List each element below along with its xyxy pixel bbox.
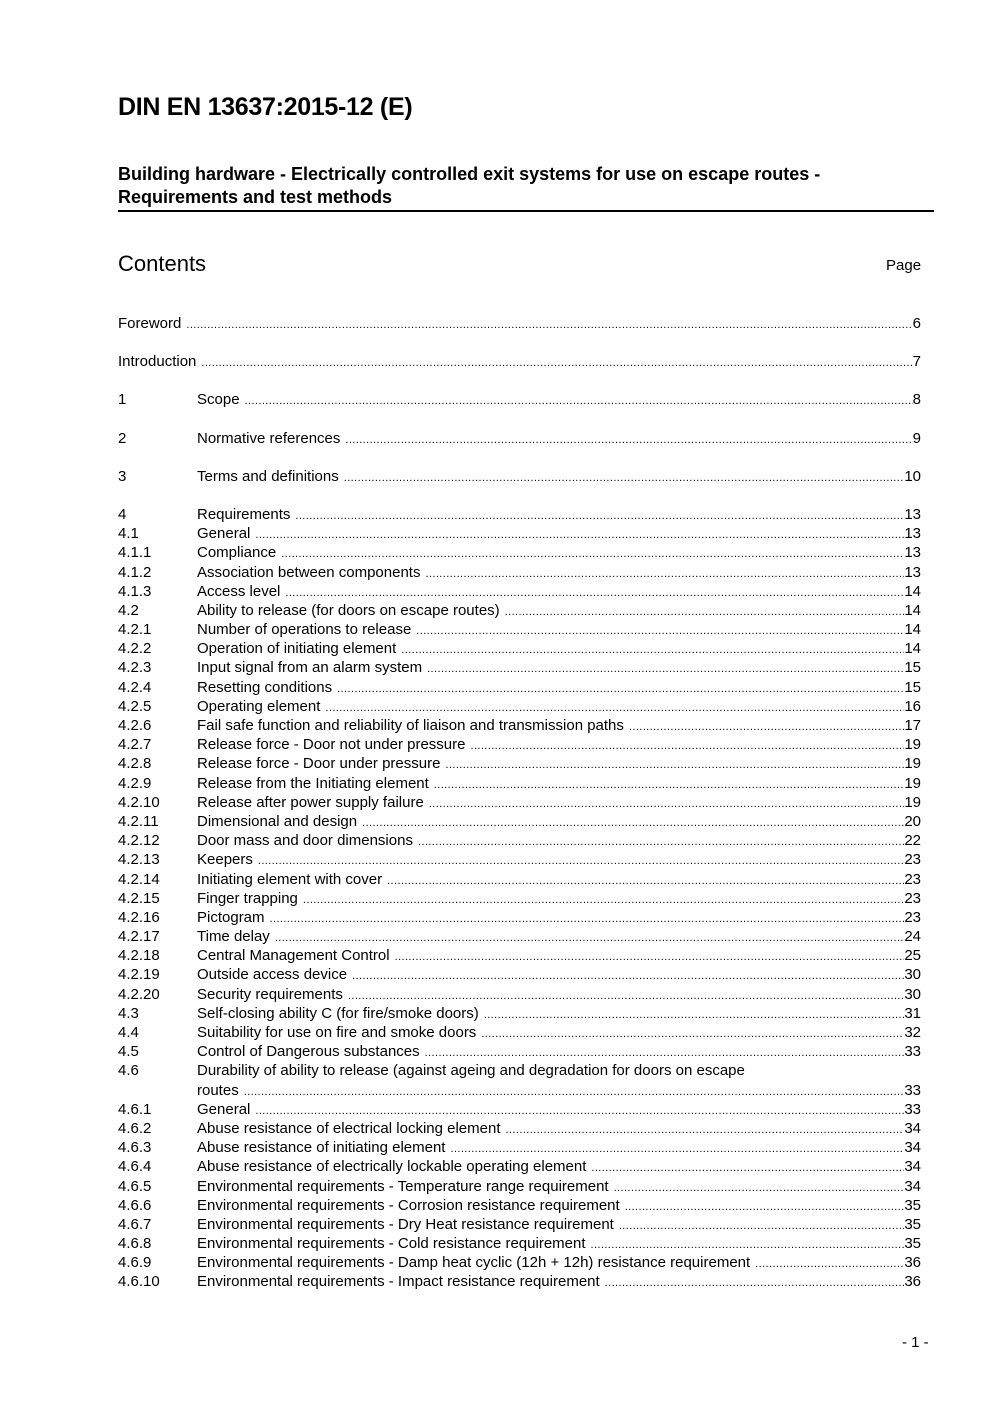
toc-entry-row: [197, 429, 921, 450]
toc-entry-page: 15: [904, 659, 921, 677]
toc-entry-row: [197, 543, 921, 564]
toc-entry-page: 34: [904, 1177, 921, 1195]
toc-entry[interactable]: [118, 965, 921, 984]
toc-entry-row: [197, 1196, 921, 1217]
toc-entry-page: 36: [904, 1254, 921, 1272]
toc-entry[interactable]: [118, 352, 921, 371]
toc-entry[interactable]: [118, 524, 921, 543]
toc-entry-title: Abuse resistance of initiating element: [197, 1139, 446, 1157]
toc-entry-page: 22: [904, 832, 921, 850]
toc-entry-page: 14: [904, 582, 921, 600]
toc-entry-page: 20: [904, 812, 921, 830]
table-of-contents: [118, 314, 921, 1292]
toc-entry-page: 19: [904, 736, 921, 754]
toc-entry[interactable]: [118, 908, 921, 927]
toc-entry-page: 8: [912, 391, 921, 409]
toc-entry-row: [197, 467, 921, 488]
toc-entry-page: 6: [912, 315, 921, 332]
toc-entry-row: [118, 352, 921, 373]
toc-entry-number: 4: [118, 505, 127, 523]
toc-entry-row: [197, 965, 921, 986]
toc-entry-number: 4.2.15: [118, 889, 160, 907]
toc-entry-row: [197, 1042, 921, 1063]
toc-entry-row: [197, 1138, 921, 1159]
dot-leader: [186, 316, 912, 335]
document-title: DIN EN 13637:2015-12 (E): [118, 93, 413, 121]
toc-entry-row: [197, 1234, 921, 1255]
toc-entry-title: Fail safe function and reliability of liaison and transmission paths: [197, 717, 624, 734]
toc-entry[interactable]: [118, 678, 921, 697]
toc-entry[interactable]: [118, 716, 921, 735]
toc-entry[interactable]: [118, 639, 921, 658]
toc-entry-page: 34: [904, 1158, 921, 1176]
toc-entry-number: 4.2.14: [118, 870, 160, 888]
contents-heading: Contents: [118, 251, 207, 276]
toc-entry-number: 4.2.9: [118, 774, 152, 792]
toc-entry-number: 4.2.4: [118, 678, 152, 696]
dot-leader: [245, 392, 913, 411]
toc-entry-number: 4.6.3: [118, 1139, 152, 1157]
toc-entry-page: 32: [904, 1024, 921, 1041]
toc-entry-page: 34: [904, 1139, 921, 1157]
toc-entry-page: 23: [904, 870, 921, 888]
document-subtitle: Building hardware - Electrically controlled exit systems for use on escape routes - Requirements and test methods: [118, 164, 821, 207]
toc-entry-page: 13: [904, 544, 921, 562]
toc-entry-title: Abuse resistance of electrically lockable operating element: [197, 1158, 587, 1176]
toc-entry-row: [197, 620, 921, 641]
toc-entry[interactable]: [118, 927, 921, 946]
toc-entry-title: Finger trapping: [197, 889, 298, 907]
toc-entry-row: [197, 505, 921, 526]
toc-entry-row: [197, 582, 921, 603]
toc-entry-page: 34: [904, 1119, 921, 1137]
toc-entry-title: General: [197, 1100, 251, 1118]
toc-entry-row: [197, 1253, 921, 1274]
toc-entry[interactable]: [118, 620, 921, 639]
toc-entry-page: 13: [904, 525, 921, 543]
toc-entry-number: 4.6.8: [118, 1235, 152, 1253]
toc-entry-row: [197, 716, 921, 737]
toc-entry[interactable]: [118, 812, 921, 831]
toc-entry-title: Security requirements: [197, 985, 343, 1003]
toc-entry-page: 33: [904, 1081, 921, 1099]
toc-entry-title: Introduction: [118, 353, 197, 371]
toc-entry-row: [197, 1119, 921, 1140]
toc-entry-number: 4.1.3: [118, 582, 152, 600]
toc-entry-number: 4.6.6: [118, 1196, 152, 1214]
toc-entry-title: Release force - Door not under pressure: [197, 736, 466, 754]
toc-entry-number: 4.1.1: [118, 544, 152, 562]
toc-entry[interactable]: [118, 1196, 921, 1215]
toc-entry-page: 15: [904, 678, 921, 696]
toc-entry-title: Dimensional and design: [197, 812, 358, 830]
toc-entry-title: Self-closing ability C (for fire/smoke doors): [197, 1004, 479, 1022]
subtitle-divider: [118, 210, 934, 212]
toc-entry-title: Association between components: [197, 563, 421, 581]
toc-entry-number: 4.1.2: [118, 563, 152, 581]
dot-leader: [345, 431, 912, 450]
toc-entry-page: 30: [904, 985, 921, 1003]
toc-entry[interactable]: [118, 889, 921, 908]
toc-entry[interactable]: [118, 697, 921, 716]
toc-entry-page: 7: [912, 353, 921, 371]
toc-entry-row: [197, 908, 921, 929]
toc-entry-page: 13: [904, 563, 921, 581]
toc-entry-row: [197, 1157, 921, 1178]
toc-entry-title: Release force - Door under pressure: [197, 755, 441, 773]
toc-entry-row: [197, 678, 921, 699]
toc-entry-title: Pictogram: [197, 908, 265, 926]
toc-entry[interactable]: [118, 1157, 921, 1176]
toc-entry-title: Requirements: [197, 505, 291, 523]
toc-entry[interactable]: [118, 314, 921, 333]
toc-entry-number: 1: [118, 391, 127, 409]
toc-entry-title-line1: Durability of ability to release (against ageing and degradation for doors on escape: [197, 1062, 745, 1080]
toc-entry-page: 14: [904, 601, 921, 619]
toc-entry[interactable]: [118, 1272, 921, 1291]
toc-entry-title: Terms and definitions: [197, 467, 339, 485]
toc-entry-row: [197, 697, 921, 718]
toc-entry-row: [197, 390, 921, 411]
toc-entry[interactable]: [118, 735, 921, 754]
toc-entry-row: [197, 870, 921, 891]
page-column-heading: Page: [886, 257, 922, 274]
toc-entry-title: Door mass and door dimensions: [197, 832, 413, 850]
toc-entry-row: [197, 735, 921, 756]
toc-entry-page: 35: [904, 1235, 921, 1253]
toc-entry-number: 4.2.5: [118, 697, 152, 715]
toc-entry-page: 33: [904, 1043, 921, 1061]
toc-entry-row: [197, 1081, 921, 1102]
toc-entry[interactable]: [118, 1042, 921, 1061]
toc-entry-row: [197, 563, 921, 584]
toc-entry-row: [197, 946, 921, 967]
toc-entry-title: Abuse resistance of electrical locking element: [197, 1119, 501, 1137]
toc-entry-number: 4.2.17: [118, 928, 160, 946]
toc-entry-page: 24: [904, 928, 921, 946]
toc-entry-title: Environmental requirements - Temperature range requirement: [197, 1177, 609, 1195]
toc-entry[interactable]: [118, 601, 921, 620]
toc-entry-title: Environmental requirements - Cold resistance requirement: [197, 1235, 586, 1253]
toc-entry-title: Scope: [197, 391, 240, 409]
toc-entry-number: 4.1: [118, 525, 139, 543]
toc-entry[interactable]: [118, 946, 921, 965]
toc-entry-title: Environmental requirements - Corrosion resistance requirement: [197, 1196, 620, 1214]
toc-entry[interactable]: [118, 754, 921, 773]
toc-entry-number: 4.2.10: [118, 793, 160, 811]
toc-entry-title: Compliance: [197, 544, 277, 562]
toc-entry-title: Initiating element with cover: [197, 870, 383, 888]
toc-entry-row: [197, 812, 921, 833]
toc-entry-number: 4.2.20: [118, 985, 160, 1003]
toc-entry-number: 4.5: [118, 1043, 139, 1061]
toc-entry-row: [197, 601, 921, 622]
toc-entry[interactable]: [118, 774, 921, 793]
toc-entry-page: 23: [904, 851, 921, 869]
toc-entry-number: 4.2.6: [118, 717, 152, 734]
toc-entry-row: [118, 314, 921, 335]
toc-entry-title: Operating element: [197, 697, 321, 715]
toc-entry-title: Ability to release (for doors on escape routes): [197, 601, 500, 619]
toc-entry-number: 4.6.2: [118, 1119, 152, 1137]
toc-entry-number: 3: [118, 467, 127, 485]
toc-entry-row: [197, 1100, 921, 1121]
toc-entry-number: 4.2.7: [118, 736, 152, 754]
toc-entry-title: Environmental requirements - Dry Heat resistance requirement: [197, 1215, 614, 1233]
toc-entry[interactable]: [118, 1177, 921, 1196]
toc-entry-number: 4.2.3: [118, 659, 152, 677]
toc-entry-row: [197, 889, 921, 910]
toc-entry-number: 4.2.11: [118, 812, 159, 830]
toc-entry-page: 31: [904, 1004, 921, 1022]
toc-entry[interactable]: [118, 429, 921, 448]
toc-entry-number: 4.2.18: [118, 947, 160, 965]
dot-leader: [344, 469, 905, 488]
toc-entry[interactable]: [118, 467, 921, 486]
toc-entry-number: 4.2.1: [118, 621, 152, 639]
toc-entry-title: Normative references: [197, 429, 341, 447]
toc-entry-row: [197, 1272, 921, 1293]
toc-entry-title: Release after power supply failure: [197, 793, 424, 811]
toc-entry-number: 4.3: [118, 1004, 139, 1022]
toc-entry-number: 4.4: [118, 1024, 139, 1041]
toc-entry-title: Input signal from an alarm system: [197, 659, 423, 677]
toc-entry-number: 4.2.8: [118, 755, 152, 773]
toc-entry[interactable]: [118, 985, 921, 1004]
toc-entry-row: [197, 754, 921, 775]
toc-entry-row: [197, 524, 921, 545]
dot-leader: [605, 1274, 905, 1293]
toc-entry[interactable]: [118, 793, 921, 812]
toc-entry[interactable]: [118, 1119, 921, 1138]
toc-entry-page: 36: [904, 1273, 921, 1291]
toc-entry[interactable]: [118, 1253, 921, 1272]
toc-entry[interactable]: [118, 1061, 921, 1099]
toc-entry-title: Environmental requirements - Impact resistance requirement: [197, 1273, 600, 1291]
toc-entry-row: [197, 793, 921, 814]
toc-entry-row: [197, 1215, 921, 1236]
toc-entry-page: 10: [904, 467, 921, 485]
toc-entry-number: 4.2.12: [118, 832, 160, 850]
toc-entry-number: 4.2.16: [118, 908, 160, 926]
toc-entry[interactable]: [118, 1023, 921, 1042]
toc-entry-row: [197, 1023, 921, 1044]
toc-entry-page: 16: [904, 697, 921, 715]
toc-entry[interactable]: [118, 390, 921, 409]
toc-entry-number: 2: [118, 429, 127, 447]
toc-entry-row: [197, 1177, 921, 1198]
toc-entry-page: 19: [904, 774, 921, 792]
toc-entry-page: 35: [904, 1215, 921, 1233]
toc-entry[interactable]: [118, 505, 921, 524]
toc-entry-title: Control of Dangerous substances: [197, 1043, 420, 1061]
toc-entry-title: routes: [197, 1081, 239, 1099]
toc-entry-title: Release from the Initiating element: [197, 774, 429, 792]
toc-entry-title: Access level: [197, 582, 281, 600]
toc-entry-page: 9: [912, 429, 921, 447]
toc-entry[interactable]: [118, 658, 921, 677]
toc-entry-title: Central Management Control: [197, 947, 390, 965]
toc-entry-title: Outside access device: [197, 966, 348, 984]
toc-entry[interactable]: [118, 850, 921, 869]
toc-entry[interactable]: [118, 1215, 921, 1234]
toc-entry-page: 25: [904, 947, 921, 965]
toc-entry-page: 35: [904, 1196, 921, 1214]
toc-entry-number: 4.6.1: [118, 1100, 152, 1118]
toc-entry[interactable]: [118, 1100, 921, 1119]
toc-entry-row: [197, 927, 921, 948]
toc-entry-row: [197, 1004, 921, 1025]
toc-entry-page: 14: [904, 640, 921, 658]
toc-entry-row: [197, 639, 921, 660]
toc-entry-page: 30: [904, 966, 921, 984]
toc-entry-page: 14: [904, 621, 921, 639]
toc-entry[interactable]: [118, 543, 921, 562]
toc-entry[interactable]: [118, 870, 921, 889]
dot-leader: [201, 354, 912, 373]
toc-entry-page: 19: [904, 793, 921, 811]
toc-entry-title: Number of operations to release: [197, 621, 412, 639]
toc-entry-title: Resetting conditions: [197, 678, 333, 696]
toc-entry-number: 4.2.13: [118, 851, 160, 869]
toc-entry[interactable]: [118, 563, 921, 582]
toc-entry-number: 4.6.4: [118, 1158, 152, 1176]
toc-entry-title: Keepers: [197, 851, 253, 869]
toc-entry[interactable]: [118, 1138, 921, 1157]
toc-entry-number: 4.6.5: [118, 1177, 152, 1195]
toc-entry-row: [197, 658, 921, 679]
toc-entry-title: Operation of initiating element: [197, 640, 397, 658]
toc-entry-page: 33: [904, 1100, 921, 1118]
toc-entry-title: Foreword: [118, 315, 182, 332]
toc-entry-number: 4.6.10: [118, 1273, 160, 1291]
toc-entry-number: 4.2.2: [118, 640, 152, 658]
toc-entry-page: 23: [904, 889, 921, 907]
toc-entry-title: Time delay: [197, 928, 270, 946]
toc-entry-page: 17: [904, 717, 921, 734]
toc-entry[interactable]: [118, 582, 921, 601]
toc-entry[interactable]: [118, 831, 921, 850]
toc-entry-title: Environmental requirements - Damp heat cyclic (12h + 12h) resistance requirement: [197, 1254, 751, 1272]
toc-entry-number: 4.6: [118, 1062, 139, 1080]
toc-entry-row: [197, 850, 921, 871]
toc-entry-row: [197, 831, 921, 852]
toc-entry-title: General: [197, 525, 251, 543]
toc-entry-page: 19: [904, 755, 921, 773]
toc-entry-row: [197, 985, 921, 1006]
toc-entry-row: [197, 774, 921, 795]
toc-entry[interactable]: [118, 1004, 921, 1023]
toc-entry-page: 23: [904, 908, 921, 926]
toc-entry-number: 4.6.7: [118, 1215, 152, 1233]
toc-entry-title: Suitability for use on fire and smoke doors: [197, 1024, 477, 1041]
toc-entry-number: 4.2.19: [118, 966, 160, 984]
toc-entry-number: 4.6.9: [118, 1254, 152, 1272]
toc-entry-number: 4.2: [118, 601, 139, 619]
toc-entry-page: 13: [904, 505, 921, 523]
page-number: - 1 -: [902, 1334, 929, 1351]
toc-entry[interactable]: [118, 1234, 921, 1253]
